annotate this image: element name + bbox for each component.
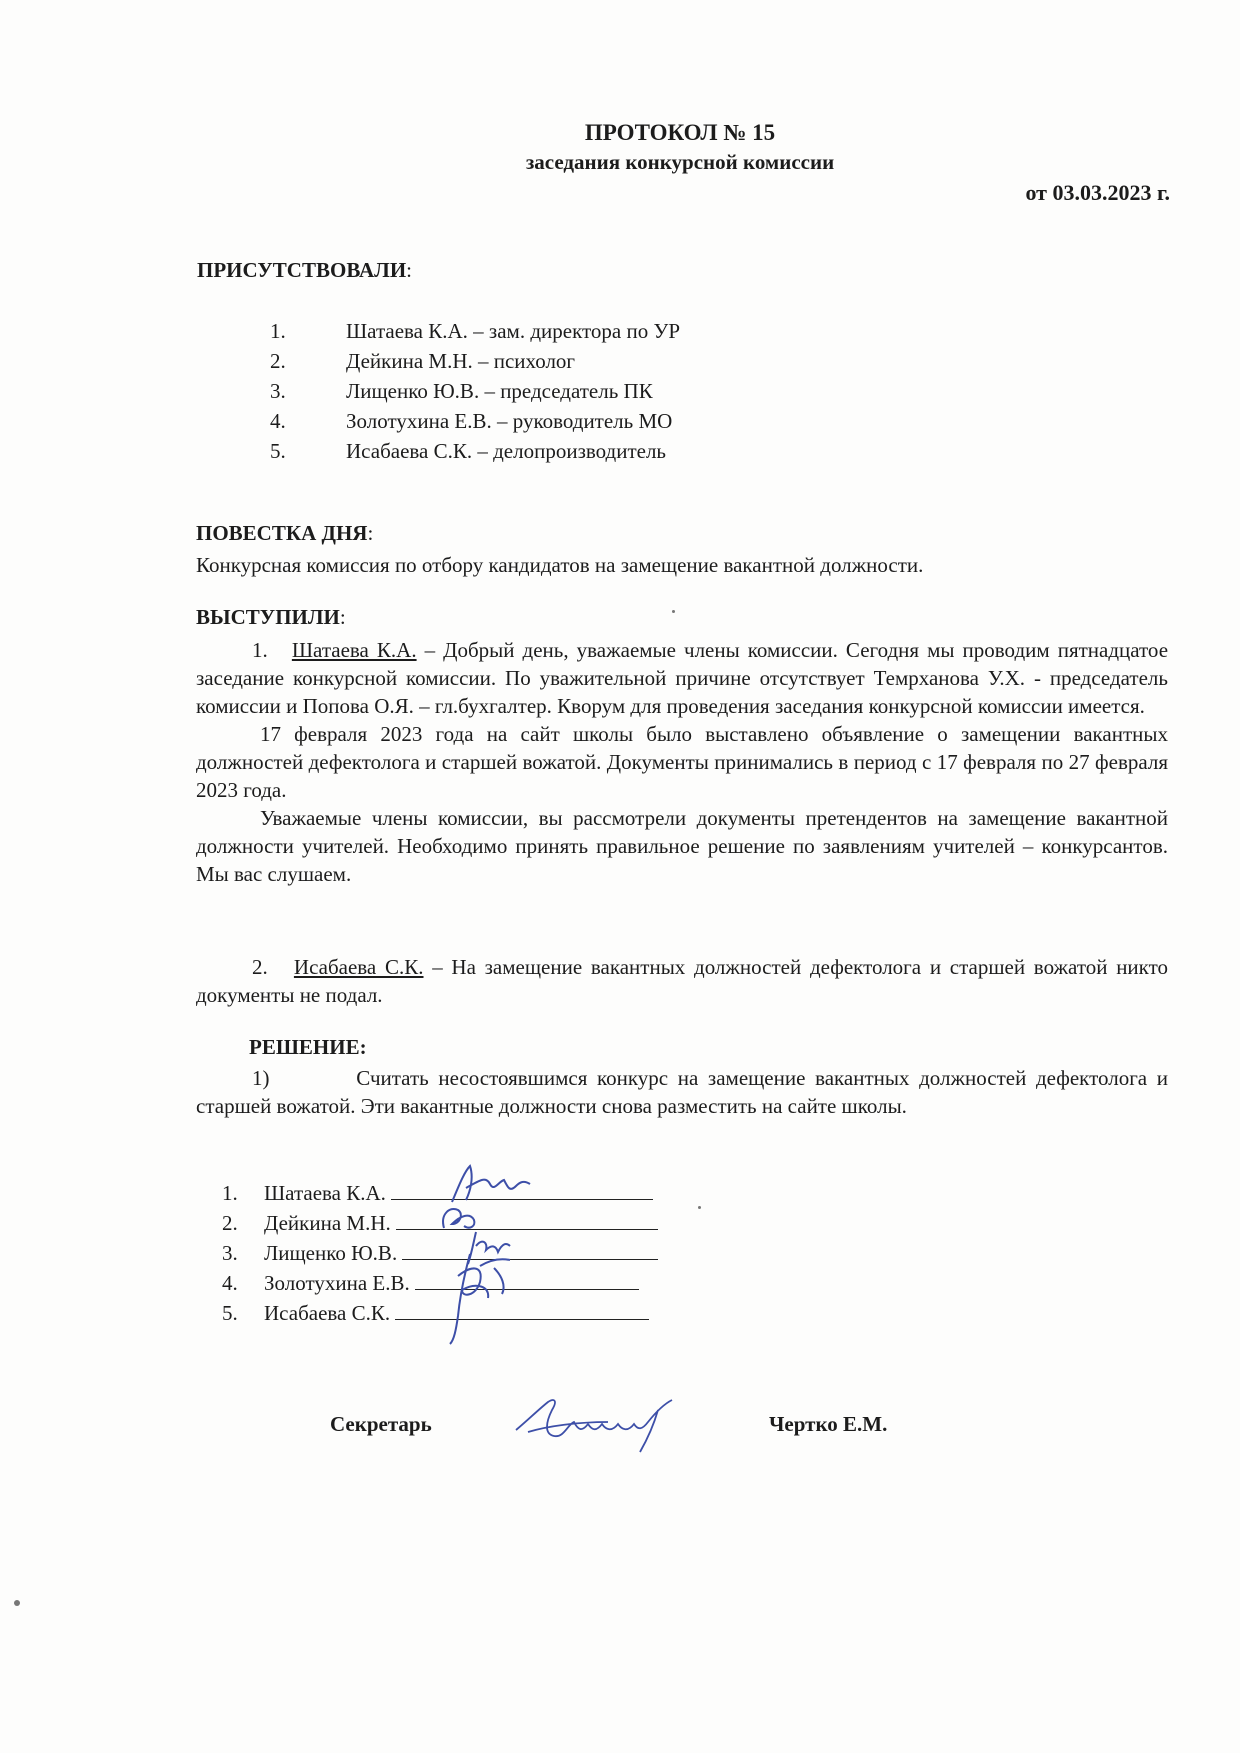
secretary-label: Секретарь [330, 1412, 432, 1436]
signature-list [222, 1178, 658, 1328]
secretary-signature-scribble [508, 1380, 708, 1460]
secretary-name: Чертко Е.М. [769, 1412, 888, 1436]
speaker-name: Исабаева С.К. [293, 955, 424, 979]
list-item: 2. Дейкина М.Н. – психолог [270, 349, 576, 373]
speaker-name: Шатаева К.А. [291, 638, 417, 662]
signature-row: 3. Лищенко Ю.В. [222, 1238, 658, 1268]
protocol-subtitle: заседания конкурсной комиссии [525, 150, 835, 174]
list-item: 5. Исабаева С.К. – делопроизводитель [270, 439, 667, 463]
signature-line [395, 1299, 649, 1320]
agenda-heading: ПОВЕСТКА ДНЯ: [196, 521, 374, 545]
speech-2: 2. Исабаева С.К. – На замещение вакантных должностей дефектолога и старшей вожатой никто документы не подал. [196, 955, 1168, 1007]
signature-line [415, 1269, 639, 1290]
list-item: 1. Шатаева К.А. – зам. директора по УР [270, 319, 681, 343]
speech-1: 1. Шатаева К.А. – Добрый день, уважаемые члены комиссии. Сегодня мы проводим пятнадцатое заседание конкурсной комиссии. По уважительной причине отсутствует Темрханова У.Х. - председатель комиссии и Попова О.Я. – гл.бухгалтер. Кворум для проведения заседания конкурсной комиссии имеется. 17 февраля 2023 года на сайт школы было выставлено объявление о замещении вакантных должностей дефектолога и старшей вожатой. Документы принимались в период с 17 февраля по 27 февраля 2023 года. Уважаемые члены комиссии, вы рассмотрели документы претендентов на замещение вакантной должности учителей. Необходимо принять правильное решение по заявлениям учителей – конкурсантов. Мы вас слушаем. [196, 638, 1169, 886]
signature-row: 1. Шатаева К.А. [222, 1178, 658, 1208]
speech-1-paragraph-3: Уважаемые члены комиссии, вы рассмотрели документы претендентов на замещение вакантной должности учителей. Необходимо принять правильное решение по заявлениям учителей – конкурсантов. Мы вас слушаем. [196, 806, 1168, 886]
scan-speck [14, 1600, 20, 1606]
decision-heading: РЕШЕНИЕ: [249, 1035, 367, 1059]
signature-line [396, 1209, 658, 1230]
agenda-text: Конкурсная комиссия по отбору кандидатов на замещение вакантной должности. [196, 553, 924, 577]
protocol-title: ПРОТОКОЛ № 15 [584, 120, 776, 145]
attendees-heading: ПРИСУТСТВОВАЛИ: [197, 258, 412, 282]
scan-speck [672, 610, 675, 613]
signature-line [391, 1179, 653, 1200]
signature-row: 2. Дейкина М.Н. [222, 1208, 658, 1238]
speech-1-paragraph-2: 17 февраля 2023 года на сайт школы было выставлено объявление о замещении вакантных должностей дефектолога и старшей вожатой. Документы принимались в период с 17 февраля по 27 февраля 2023 года. [196, 722, 1168, 802]
speeches-heading: ВЫСТУПИЛИ: [196, 605, 346, 629]
decision-text: 1) Считать несостоявшимся конкурс на замещение вакантных должностей дефектолога и старшей вожатой. Эти вакантные должности снова разместить на сайте школы. [196, 1066, 1169, 1118]
protocol-date: от 03.03.2023 г. [1025, 180, 1170, 205]
signature-row: 5. Исабаева С.К. [222, 1298, 658, 1328]
attendees-list [270, 316, 680, 466]
scan-speck [698, 1206, 701, 1209]
list-item: 3. Лищенко Ю.В. – председатель ПК [270, 379, 653, 403]
list-item: 4. Золотухина Е.В. – руководитель МО [270, 409, 673, 433]
signature-line [402, 1239, 658, 1260]
signature-row: 4. Золотухина Е.В. [222, 1268, 658, 1298]
